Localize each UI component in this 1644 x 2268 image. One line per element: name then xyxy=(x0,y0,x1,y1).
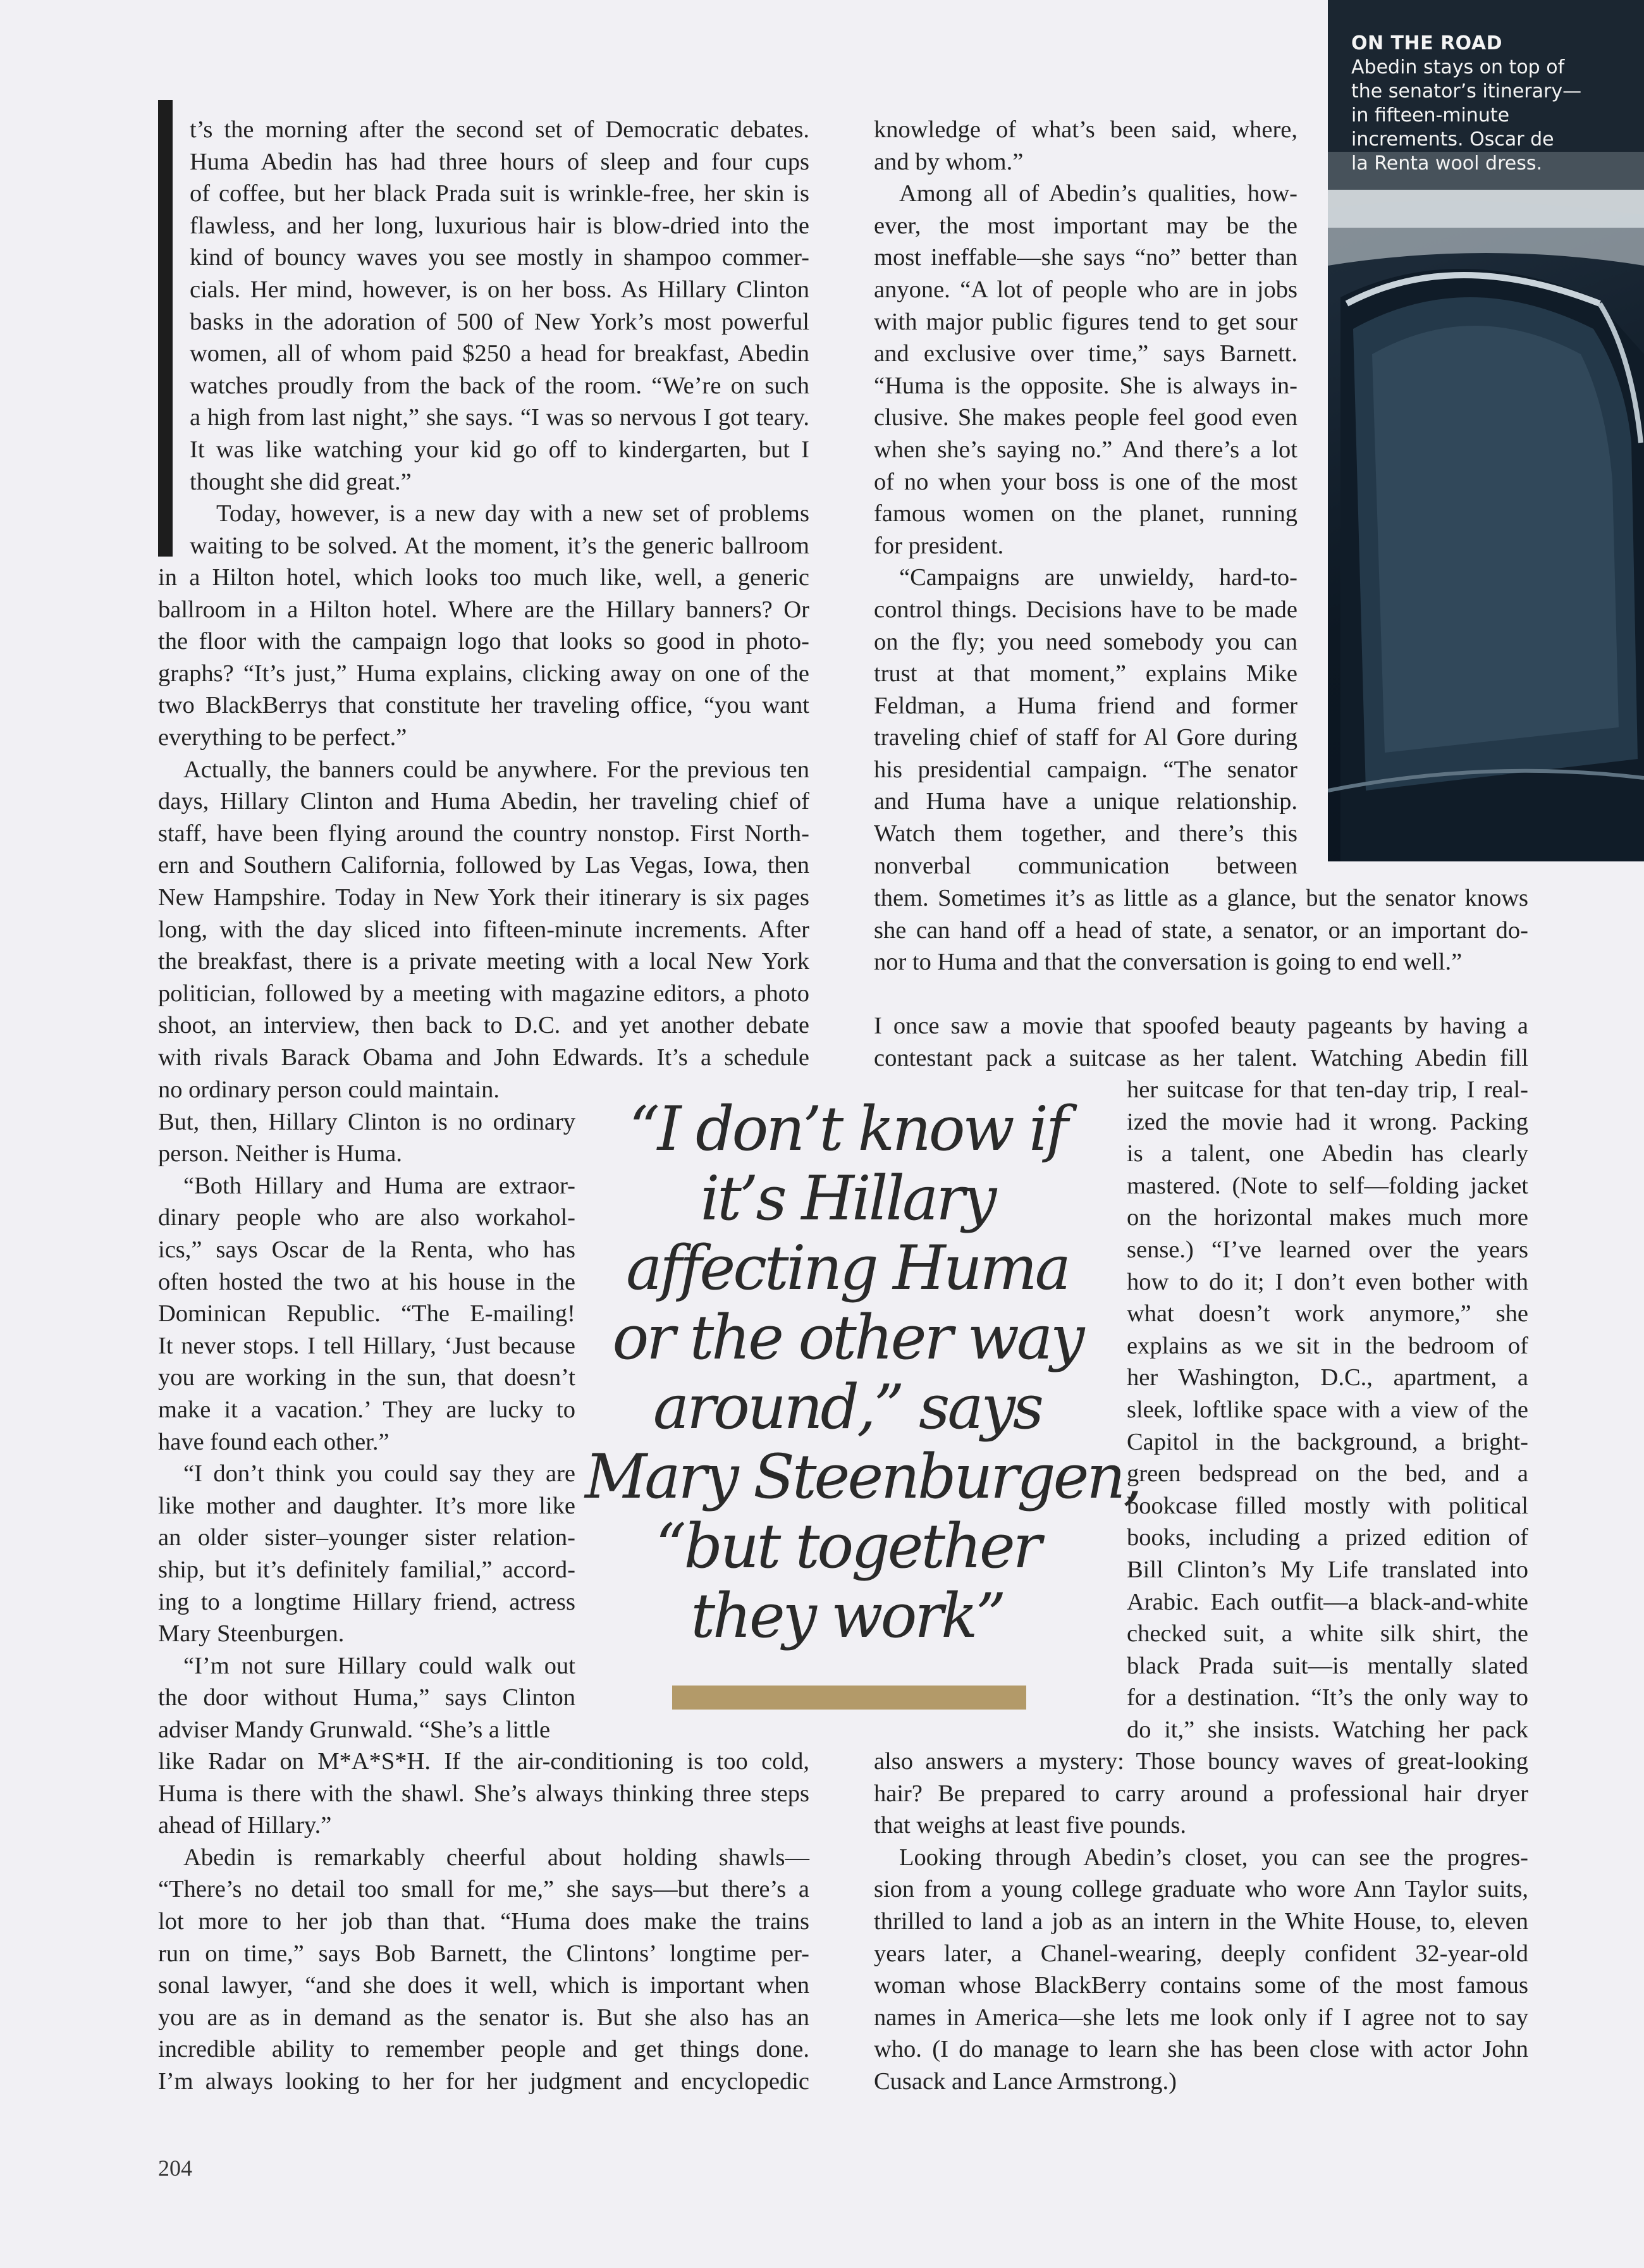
text-line: anyone. “A lot of people who are in jobs xyxy=(874,276,1297,303)
pull-quote-line: “I don’t know if xyxy=(629,1094,1066,1164)
body-column-2b xyxy=(874,882,1528,978)
text-line: days, Hillary Clinton and Huma Abedin, her traveling chief of xyxy=(158,788,809,815)
text-line: in a Hilton hotel, which looks too much like, well, a generic xyxy=(158,564,809,591)
text-line: staff, have been flying around the country nonstop. First North- xyxy=(158,820,809,847)
text-line: run on time,” says Bob Barnett, the Clintons’ longtime per- xyxy=(158,1940,809,1967)
body-column-1d xyxy=(158,1074,575,1746)
text-line: with rivals Barack Obama and John Edwards. It’s a schedule xyxy=(158,1044,809,1071)
text-line: is a talent, one Abedin has clearly xyxy=(1127,1140,1528,1168)
text-line: the door without Huma,” says Clinton xyxy=(158,1684,575,1711)
text-line: politician, followed by a meeting with magazine editors, a photo xyxy=(158,980,809,1007)
caption-line: increments. Oscar de xyxy=(1351,128,1554,151)
text-line: “I’m not sure Hillary could walk out xyxy=(183,1652,575,1679)
body-column-1c xyxy=(158,562,809,1074)
text-line: nor to Huma and that the conversation is going to end well.” xyxy=(874,949,1463,976)
text-line: control things. Decisions have to be made xyxy=(874,596,1297,623)
text-line: ized the movie had it wrong. Packing xyxy=(1127,1108,1528,1135)
text-line: basks in the adoration of 500 of New York’s most powerful xyxy=(190,308,809,335)
text-line: you are as in demand as the senator is. But she also has an xyxy=(158,2004,809,2031)
text-line: and Huma have a unique relationship. xyxy=(874,788,1297,815)
body-column-1a xyxy=(190,114,809,498)
text-line: Feldman, a Huma friend and former xyxy=(874,692,1297,719)
text-line: “Huma is the opposite. She is always in- xyxy=(874,372,1297,399)
body-column-2e xyxy=(874,1746,1528,2098)
text-line: his presidential campaign. “The senator xyxy=(874,756,1297,783)
caption-body xyxy=(1351,56,1629,176)
text-line: lot more to her job than that. “Huma does make the trains xyxy=(158,1907,809,1935)
text-line: the floor with the campaign logo that looks so good in photo- xyxy=(158,628,809,655)
text-line: of no when your boss is one of the most xyxy=(874,468,1297,495)
text-line: nonverbal communication between xyxy=(874,852,1297,879)
text-line: Capitol in the background, a bright- xyxy=(1127,1428,1528,1455)
text-line: books, including a prized edition of xyxy=(1127,1524,1528,1551)
text-line: traveling chief of staff for Al Gore during xyxy=(874,724,1297,751)
text-line: them. Sometimes it’s as little as a glance, but the senator knows xyxy=(874,885,1528,911)
text-line: “There’s no detail too small for me,” she says—but there’s a xyxy=(158,1876,809,1903)
pull-quote-line: they work” xyxy=(690,1581,1004,1651)
caption-heading: ON THE ROAD xyxy=(1351,32,1502,54)
text-line: have found each other.” xyxy=(158,1428,390,1455)
text-line: that weighs at least five pounds. xyxy=(874,1812,1186,1839)
text-line: ever, the most important may be the xyxy=(874,212,1297,239)
text-line: ics,” says Oscar de la Renta, who has xyxy=(158,1236,575,1263)
text-line: her Washington, D.C., apartment, a xyxy=(1127,1364,1528,1391)
text-line: flawless, and her long, luxurious hair is blow-dried into the xyxy=(190,212,809,239)
text-line: Today, however, is a new day with a new set of problems xyxy=(216,500,809,527)
text-line: Actually, the banners could be anywhere. For the previous ten xyxy=(183,756,809,783)
text-line: of coffee, but her black Prada suit is wrinkle-free, her skin is xyxy=(190,180,809,207)
pull-quote xyxy=(585,1094,1140,1651)
text-line: on the horizontal makes much more xyxy=(1127,1204,1528,1231)
text-line: green bedspread on the bed, and a xyxy=(1127,1460,1528,1488)
text-line: I’m always looking to her for her judgment and encyclopedic xyxy=(158,2068,809,2095)
text-line: and by whom.” xyxy=(874,148,1024,175)
text-line: a high from last night,” she says. “I was so nervous I got teary. xyxy=(190,404,809,431)
caption-line: in fifteen-minute xyxy=(1351,104,1510,126)
text-line: It never stops. I tell Hillary, ‘Just because xyxy=(158,1332,575,1359)
text-line: Arabic. Each outfit—a black-and-white xyxy=(1127,1588,1528,1615)
text-line: the breakfast, there is a private meeting with a local New York xyxy=(158,948,809,975)
text-line: do it,” she insists. Watching her pack xyxy=(1127,1716,1528,1743)
text-line: cials. Her mind, however, is on her boss. As Hillary Clinton xyxy=(190,276,809,303)
page-number: 204 xyxy=(158,2155,192,2181)
text-line: “Campaigns are unwieldy, hard-to- xyxy=(899,564,1297,591)
text-line: like mother and daughter. It’s more like xyxy=(158,1492,575,1519)
text-line: explains as we sit in the bedroom of xyxy=(1127,1332,1528,1359)
text-line: Mary Steenburgen. xyxy=(158,1620,345,1648)
pull-quote-line: affecting Huma xyxy=(626,1233,1069,1303)
text-line: ahead of Hillary.” xyxy=(158,1812,332,1839)
caption-line: the senator’s itinerary— xyxy=(1351,80,1582,102)
text-line: New Hampshire. Today in New York their itinerary is six pages xyxy=(158,884,809,911)
text-line: thought she did great.” xyxy=(190,468,412,495)
text-line: hair? Be prepared to carry around a professional hair dryer xyxy=(874,1780,1528,1807)
text-line: t’s the morning after the second set of Democratic debates. xyxy=(190,116,809,143)
text-line: long, with the day sliced into fifteen-minute increments. After xyxy=(158,916,809,943)
body-column-1e xyxy=(158,1746,809,2098)
text-line: ballroom in a Hilton hotel. Where are the Hillary banners? Or xyxy=(158,596,809,623)
text-line: on the fly; you need somebody you can xyxy=(874,628,1297,655)
text-line: names in America—she lets me look only if I agree not to say xyxy=(874,2004,1528,2031)
text-line: mastered. (Note to self—folding jacket xyxy=(1127,1172,1528,1199)
text-line: sleek, loftlike space with a view of the xyxy=(1127,1396,1528,1423)
text-line: bookcase filled mostly with political xyxy=(1127,1492,1528,1519)
text-line: she can hand off a head of state, a senator, or an important do- xyxy=(874,916,1528,944)
pull-quote-line: or the other way xyxy=(612,1302,1083,1373)
text-line: Bill Clinton’s My Life translated into xyxy=(1127,1556,1528,1583)
text-line: when she’s saying no.” And there’s a lot xyxy=(874,436,1297,463)
text-line: ing to a longtime Hillary friend, actress xyxy=(158,1588,575,1615)
text-line: most ineffable—she says “no” better than xyxy=(874,244,1297,271)
text-line: “I don’t think you could say they are xyxy=(183,1460,575,1488)
text-line: thrilled to land a job as an intern in the White House, to, eleven xyxy=(874,1907,1528,1935)
text-line: But, then, Hillary Clinton is no ordinary xyxy=(158,1108,575,1135)
caption-line: la Renta wool dress. xyxy=(1351,152,1542,175)
text-line: dinary people who are also workahol- xyxy=(158,1204,575,1231)
text-line: two BlackBerrys that constitute her traveling office, “you want xyxy=(158,692,809,719)
text-line: who. (I do manage to learn she has been close with actor John xyxy=(874,2036,1528,2063)
body-column-2d xyxy=(1127,1074,1528,1746)
text-line: also answers a mystery: Those bouncy waves of great-looking xyxy=(874,1748,1528,1775)
text-line: shoot, an interview, then back to D.C. and yet another debate xyxy=(158,1012,809,1039)
text-line: famous women on the planet, running xyxy=(874,500,1297,527)
text-line: checked suit, a white silk shirt, the xyxy=(1127,1620,1528,1648)
body-column-2a xyxy=(874,114,1297,882)
text-line: black Prada suit—is mentally slated xyxy=(1127,1652,1528,1679)
text-line: sonal lawyer, “and she does it well, which is important when xyxy=(158,1972,809,1999)
text-line: you are working in the sun, that doesn’t xyxy=(158,1364,575,1391)
text-line: Dominican Republic. “The E-mailing! xyxy=(158,1300,575,1328)
text-line: Cusack and Lance Armstrong.) xyxy=(874,2068,1177,2095)
text-line: for president. xyxy=(874,532,1004,559)
pull-quote-rule xyxy=(672,1686,1026,1710)
text-line: woman whose BlackBerry contains some of the most famous xyxy=(874,1972,1528,1999)
text-line: for a destination. “It’s the only way to xyxy=(1127,1684,1528,1711)
text-line: knowledge of what’s been said, where, xyxy=(874,116,1297,143)
text-line: graphs? “It’s just,” Huma explains, clicking away on one of the xyxy=(158,660,809,687)
text-line: Watch them together, and there’s this xyxy=(874,820,1297,847)
text-line: Among all of Abedin’s qualities, how- xyxy=(899,180,1297,207)
text-line: sense.) “I’ve learned over the years xyxy=(1127,1236,1528,1263)
text-line: like Radar on M*A*S*H. If the air-conditioning is too cold, xyxy=(158,1748,809,1775)
text-line: It was like watching your kid go off to kindergarten, but I xyxy=(190,436,809,463)
text-line: ern and Southern California, followed by Las Vegas, Iowa, then xyxy=(158,852,809,879)
text-line: what doesn’t work anymore,” she xyxy=(1127,1300,1528,1328)
text-line: how to do it; I don’t even bother with xyxy=(1127,1268,1528,1295)
caption-line: Abedin stays on top of xyxy=(1351,56,1565,78)
text-line: and exclusive over time,” says Barnett. xyxy=(874,340,1297,367)
text-line: Huma is there with the shawl. She’s always thinking three steps xyxy=(158,1780,809,1807)
text-line: years later, a Chanel-wearing, deeply confident 32-year-old xyxy=(874,1940,1528,1967)
body-column-1b xyxy=(190,498,809,562)
pull-quote-line: around,” says xyxy=(653,1372,1042,1443)
text-line: women, all of whom paid $250 a head for breakfast, Abedin xyxy=(190,340,809,367)
text-line: Looking through Abedin’s closet, you can see the progres- xyxy=(899,1844,1528,1871)
text-line: ship, but it’s definitely familial,” accord- xyxy=(158,1556,575,1583)
text-line: her suitcase for that ten-day trip, I real- xyxy=(1127,1076,1528,1103)
text-line: person. Neither is Huma. xyxy=(158,1140,402,1168)
text-line: make it a vacation.’ They are lucky to xyxy=(158,1396,575,1423)
text-line: I once saw a movie that spoofed beauty pageants by having a xyxy=(874,1013,1528,1039)
text-line: clusive. She makes people feel good even xyxy=(874,404,1297,431)
text-line: waiting to be solved. At the moment, it’s the generic ballroom xyxy=(190,532,809,559)
text-line: Huma Abedin has had three hours of sleep and four cups xyxy=(190,148,809,175)
text-line: with major public figures tend to get sour xyxy=(874,308,1297,335)
photo-caption xyxy=(1351,32,1629,176)
text-line: no ordinary person could maintain. xyxy=(158,1076,500,1103)
text-line: an older sister–younger sister relation- xyxy=(158,1524,575,1551)
text-line: everything to be perfect.” xyxy=(158,724,407,751)
text-line: sion from a young college graduate who wore Ann Taylor suits, xyxy=(874,1876,1528,1903)
pull-quote-line: it’s Hillary xyxy=(700,1163,995,1234)
text-line: adviser Mandy Grunwald. “She’s a little xyxy=(158,1716,551,1743)
text-line: kind of bouncy waves you see mostly in shampoo commer- xyxy=(190,244,809,271)
drop-cap xyxy=(158,100,173,557)
text-line: “Both Hillary and Huma are extraor- xyxy=(183,1172,575,1199)
pull-quote-line: “but together xyxy=(655,1511,1040,1582)
text-line: trust at that moment,” explains Mike xyxy=(874,660,1297,687)
text-line: often hosted the two at his house in the xyxy=(158,1268,575,1295)
text-line: contestant pack a suitcase as her talent. Watching Abedin fill xyxy=(874,1044,1528,1071)
body-column-2c xyxy=(874,1010,1528,1074)
pull-quote-line: Mary Steenburgen, xyxy=(585,1441,1140,1512)
text-line: watches proudly from the back of the room. “We’re on such xyxy=(190,372,809,399)
text-line: Abedin is remarkably cheerful about holding shawls— xyxy=(183,1844,809,1871)
text-line: incredible ability to remember people and get things done. xyxy=(158,2036,809,2063)
